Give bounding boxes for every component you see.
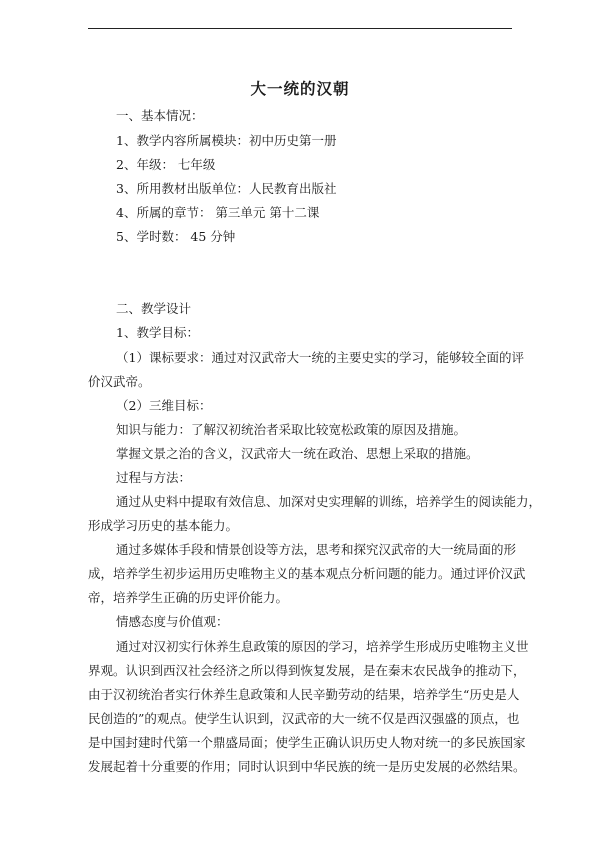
info-item: 2、年级： 七年级 [116, 157, 216, 172]
process-paragraph-line: 成，培养学生初步运用历史唯物主义的基本观点分析问题的能力。通过评价汉武 [88, 566, 526, 581]
section2-heading: 二、教学设计 [116, 301, 192, 316]
curriculum-requirement-line: 价汉武帝。 [88, 374, 151, 389]
process-paragraph-line: 通过多媒体手段和情景创设等方法，思考和探究汉武帝的大一统局面的形 [116, 542, 517, 557]
process-paragraph-line: 形成学习历史的基本能力。 [88, 518, 239, 533]
emotion-heading: 情感态度与价值观： [116, 614, 229, 629]
info-item: 5、学时数： 45 分钟 [116, 229, 236, 244]
emotion-paragraph-line: 界观。认识到西汉社会经济之所以得到恢复发展，是在秦末农民战争的推动下， [88, 663, 526, 678]
info-item: 4、所属的章节： 第三单元 第十二课 [116, 205, 320, 220]
process-paragraph-line: 帝，培养学生正确的历史评价能力。 [88, 590, 289, 605]
document-title: 大一统的汉朝 [250, 80, 350, 98]
emotion-paragraph-line: 通过对汉初实行休养生息政策的原因的学习，培养学生形成历史唯物主义世 [116, 639, 529, 654]
curriculum-requirement-line: （1）课标要求：通过对汉武帝大一统的主要史实的学习，能够较全面的评 [116, 350, 524, 365]
header-rule [88, 28, 512, 29]
knowledge-line: 掌握文景之治的含义，汉武帝大一统在政治、思想上采取的措施。 [116, 446, 479, 461]
emotion-paragraph-line: 发展起着十分重要的作用；同时认识到中华民族的统一是历史发展的必然结果。 [88, 759, 526, 774]
info-item: 3、所用教材出版单位：人民教育出版社 [116, 181, 337, 196]
emotion-paragraph-line: 由于汉初统治者实行休养生息政策和人民辛勤劳动的结果，培养学生“历史是人 [88, 687, 520, 702]
section1-heading: 一、基本情况： [116, 108, 204, 123]
process-heading: 过程与方法： [116, 470, 192, 485]
emotion-paragraph-line: 民创造的”的观点。使学生认识到，汉武帝的大一统不仅是西汉强盛的顶点，也 [88, 711, 520, 726]
process-paragraph-line: 通过从史料中提取有效信息、加深对史实理解的训练，培养学生的阅读能力， [116, 494, 542, 509]
info-item: 1、教学内容所属模块：初中历史第一册 [116, 133, 337, 148]
three-dim-heading: （2）三维目标： [116, 398, 212, 413]
goals-heading: 1、教学目标： [116, 325, 199, 340]
emotion-paragraph-line: 是中国封建时代第一个鼎盛局面；使学生正确认识历史人物对统一的多民族国家 [88, 735, 526, 750]
knowledge-line: 知识与能力：了解汉初统治者采取比较宽松政策的原因及措施。 [116, 422, 467, 437]
